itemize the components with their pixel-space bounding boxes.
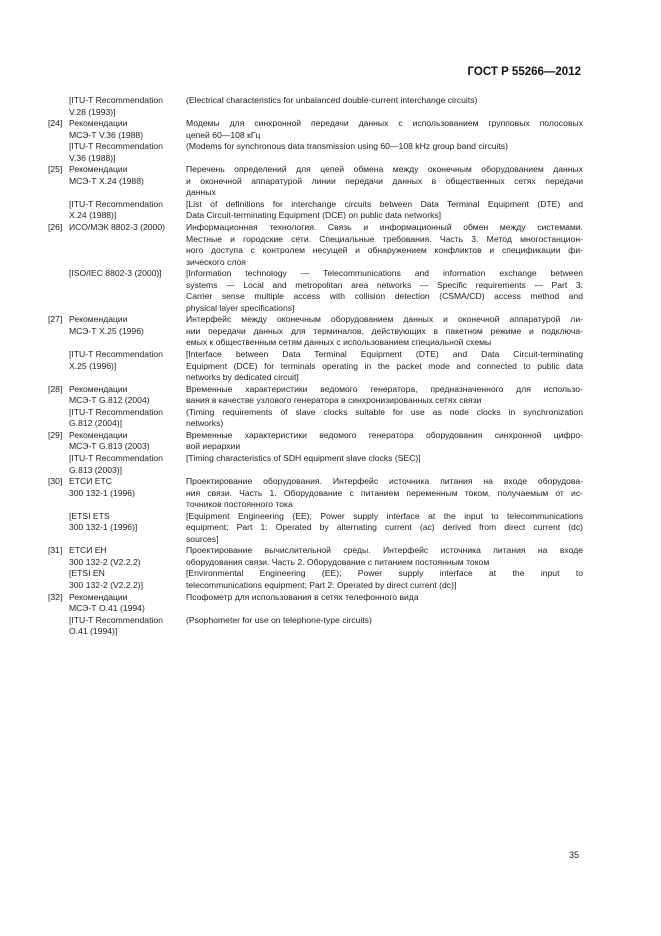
reference-title: емых к общественным сетям данных с использованием специальной схемы xyxy=(186,337,492,348)
reference-designation: X.24 (1988)] xyxy=(69,210,117,221)
reference-row xyxy=(0,511,661,523)
reference-title: цепей 60—108 кГц xyxy=(186,129,261,140)
reference-row xyxy=(0,592,661,604)
reference-row xyxy=(0,337,661,349)
reference-row xyxy=(0,488,661,500)
reference-designation: Рекомендации xyxy=(69,314,128,325)
reference-row xyxy=(0,603,661,615)
reference-row xyxy=(0,234,661,246)
reference-designation: O.41 (1994)] xyxy=(69,626,118,637)
reference-row xyxy=(0,372,661,384)
reference-title: [Information technology — Telecommunications and information exchange between xyxy=(186,268,583,279)
reference-row xyxy=(0,280,661,292)
reference-row xyxy=(0,222,661,234)
reference-title: Проектирование вычислительной среды. Интерфейс источника питания на входе xyxy=(186,545,583,556)
reference-row xyxy=(0,568,661,580)
reference-designation: V.36 (1988)] xyxy=(69,152,116,163)
reference-title: Equipment (DCE) for terminals operating in the packet mode and connected to public data xyxy=(186,360,583,371)
reference-title: Модемы для синхронной передачи данных с использованием групповых полосовых xyxy=(186,118,583,129)
reference-title: Информационная технология. Связь и информационный обмен между системами. xyxy=(186,222,583,233)
reference-row xyxy=(0,557,661,569)
reference-designation: Рекомендации xyxy=(69,591,128,602)
reference-title: physical layer specifications] xyxy=(186,302,295,313)
reference-row xyxy=(0,580,661,592)
reference-designation: G.813 (2003)] xyxy=(69,464,123,475)
reference-designation: [ITU-T Recommendation xyxy=(69,349,163,360)
reference-designation: МСЭ-Т X.25 (1996) xyxy=(69,325,144,336)
reference-row xyxy=(0,210,661,222)
reference-row xyxy=(0,245,661,257)
reference-designation: [ITU-T Recommendation xyxy=(69,95,163,105)
reference-title: нии передачи данных для терминалов, действующих в пакетном режиме и подключа- xyxy=(186,325,583,336)
reference-designation: [ETSI ETS xyxy=(69,510,110,521)
reference-designation: [ITU-T Recommendation xyxy=(69,614,163,625)
reference-title: и оконечной аппаратурой линии передачи данных в общественных сетях передачи xyxy=(186,175,583,186)
reference-row xyxy=(0,395,661,407)
reference-designation: 300 132-2 (V2.2.2) xyxy=(69,556,141,567)
reference-title: (Psophometer for use on telephone-type circuits) xyxy=(186,614,372,625)
reference-title: вой иерархии xyxy=(186,441,241,452)
reference-number: [24] xyxy=(48,118,63,129)
reference-row xyxy=(0,130,661,142)
reference-title: Временные характеристики ведомого генератора, предназначенного для использо- xyxy=(186,383,583,394)
reference-title: [Interface between Data Terminal Equipment (DTE) and Data Circuit-terminating xyxy=(186,349,583,360)
reference-row xyxy=(0,361,661,373)
reference-title: точников постоянного тока xyxy=(186,499,293,510)
reference-designation: МСЭ-Т G.813 (2003) xyxy=(69,441,150,452)
reference-title: networks by dedicated circuit] xyxy=(186,372,299,383)
reference-title: вания в качестве узлового генератора в синхронизированных сетях связи xyxy=(186,395,482,406)
reference-designation: G.812 (2004)] xyxy=(69,418,123,429)
reference-title: (Electrical characteristics for unbalanced double-current interchange circuits) xyxy=(186,95,478,105)
reference-title: Временные характеристики ведомого генератора оборудования синхронной цифро- xyxy=(186,429,583,440)
reference-title: [Environmental Engineering (EE); Power supply interface at the input to xyxy=(186,568,583,579)
reference-title: Data Circuit-terminating Equipment (DCE) on public data networks] xyxy=(186,210,442,221)
reference-designation: 300 132-2 (V2.2.2)] xyxy=(69,579,144,590)
reference-row xyxy=(0,545,661,557)
reference-number: [32] xyxy=(48,591,63,602)
reference-number: [31] xyxy=(48,545,63,556)
reference-title: ного доступа с контролем несущей и обнаружением конфликтов и спецификации фи- xyxy=(186,245,583,256)
reference-designation: Рекомендации xyxy=(69,118,128,129)
reference-row xyxy=(0,303,661,315)
reference-title: [List of definitions for interchange circuits between Data Terminal Equipment (DTE) and xyxy=(186,198,583,209)
reference-row xyxy=(0,626,661,638)
reference-number: [28] xyxy=(48,383,63,394)
reference-row xyxy=(0,314,661,326)
reference-designation: [ITU-T Recommendation xyxy=(69,406,163,417)
document-header: ГОСТ Р 55266—2012 xyxy=(467,66,581,78)
reference-row xyxy=(0,384,661,396)
reference-title: Перечень определений для цепей обмена между оконечным оборудованием данных xyxy=(186,164,583,175)
bibliography-list xyxy=(0,95,661,638)
reference-title: данных xyxy=(186,187,216,198)
reference-designation: Рекомендации xyxy=(69,383,128,394)
reference-row xyxy=(0,268,661,280)
reference-row xyxy=(0,349,661,361)
reference-designation: МСЭ-Т O.41 (1994) xyxy=(69,603,145,614)
reference-designation: Рекомендации xyxy=(69,429,128,440)
reference-title: Псофометр для использования в сетях телефонного вида xyxy=(186,591,419,602)
reference-designation: ЕТСИ ЕН xyxy=(69,545,107,556)
reference-row xyxy=(0,199,661,211)
reference-designation: МСЭ-Т V.36 (1988) xyxy=(69,129,144,140)
reference-number: [25] xyxy=(48,164,63,175)
reference-designation: 300 132-1 (1996) xyxy=(69,487,135,498)
reference-designation: 300 132-1 (1996)] xyxy=(69,522,138,533)
reference-row xyxy=(0,291,661,303)
reference-title: equipment; Part 1: Operated by alternating current (ac) derived from direct current (dc) xyxy=(186,522,583,533)
reference-designation: [ETSI EN xyxy=(69,568,105,579)
reference-title: (Timing requirements of slave clocks suitable for use as node clocks in synchronization xyxy=(186,406,583,417)
reference-title: (Modems for synchronous data transmission using 60—108 kHz group band circuits) xyxy=(186,141,508,152)
reference-row xyxy=(0,153,661,165)
reference-row xyxy=(0,176,661,188)
reference-row xyxy=(0,141,661,153)
reference-designation: X.25 (1996)] xyxy=(69,360,117,371)
reference-row xyxy=(0,95,661,107)
reference-designation: ИСО/МЭК 8802-3 (2000) xyxy=(69,222,165,233)
reference-row xyxy=(0,441,661,453)
reference-title: systems — Local and metropolitan area networks — Specific requirements — Part 3: xyxy=(186,279,583,290)
reference-row xyxy=(0,257,661,269)
reference-number: [29] xyxy=(48,429,63,440)
reference-number: [27] xyxy=(48,314,63,325)
reference-title: [Timing characteristics of SDH equipment slave clocks (SEC)] xyxy=(186,452,421,463)
reference-row xyxy=(0,615,661,627)
reference-row xyxy=(0,418,661,430)
reference-title: [Equipment Engineering (EE); Power supply interface at the input to telecommunications xyxy=(186,510,583,521)
reference-title: зического слоя xyxy=(186,256,246,267)
reference-row xyxy=(0,453,661,465)
reference-designation: ЕТСИ ЕТС xyxy=(69,476,112,487)
reference-designation: V.28 (1993)] xyxy=(69,106,116,117)
reference-title: sources] xyxy=(186,533,219,544)
reference-row xyxy=(0,430,661,442)
reference-row xyxy=(0,499,661,511)
reference-title: Проектирование оборудования. Интерфейс источника питания на входе оборудова- xyxy=(186,476,583,487)
reference-row xyxy=(0,476,661,488)
reference-row xyxy=(0,164,661,176)
reference-title: Интерфейс между оконечным оборудованием данных и оконечной аппаратурой ли- xyxy=(186,314,583,325)
reference-title: telecommunications equipment; Part 2: Operated by direct current (dc)] xyxy=(186,579,457,590)
reference-row xyxy=(0,326,661,338)
reference-number: [30] xyxy=(48,476,63,487)
reference-row xyxy=(0,187,661,199)
reference-number: [26] xyxy=(48,222,63,233)
reference-designation: Рекомендации xyxy=(69,164,128,175)
reference-designation: [ITU-T Recommendation xyxy=(69,141,163,152)
page-number: 35 xyxy=(569,850,580,860)
reference-row xyxy=(0,107,661,119)
reference-title: ния связи. Часть 1. Оборудование с питанием переменным током, получаемым от ис- xyxy=(186,487,583,498)
reference-designation: МСЭ-Т X.24 (1988) xyxy=(69,175,144,186)
reference-row xyxy=(0,534,661,546)
reference-designation: [ISO/IEC 8802-3 (2000)] xyxy=(69,268,162,279)
reference-designation: [ITU-T Recommendation xyxy=(69,452,163,463)
reference-title: Местные и городские сети. Специальные требования. Часть 3. Метод многостанцион- xyxy=(186,233,583,244)
reference-row xyxy=(0,465,661,477)
reference-designation: МСЭ-Т G.812 (2004) xyxy=(69,395,150,406)
reference-title: Carrier sense multiple access with collision detection (CSMA/CD) access method and xyxy=(186,291,583,302)
reference-row xyxy=(0,118,661,130)
reference-row xyxy=(0,407,661,419)
reference-designation: [ITU-T Recommendation xyxy=(69,198,163,209)
reference-row xyxy=(0,522,661,534)
reference-title: оборудования связи. Часть 2. Оборудование с питанием постоянным током xyxy=(186,556,490,567)
reference-title: networks) xyxy=(186,418,224,429)
